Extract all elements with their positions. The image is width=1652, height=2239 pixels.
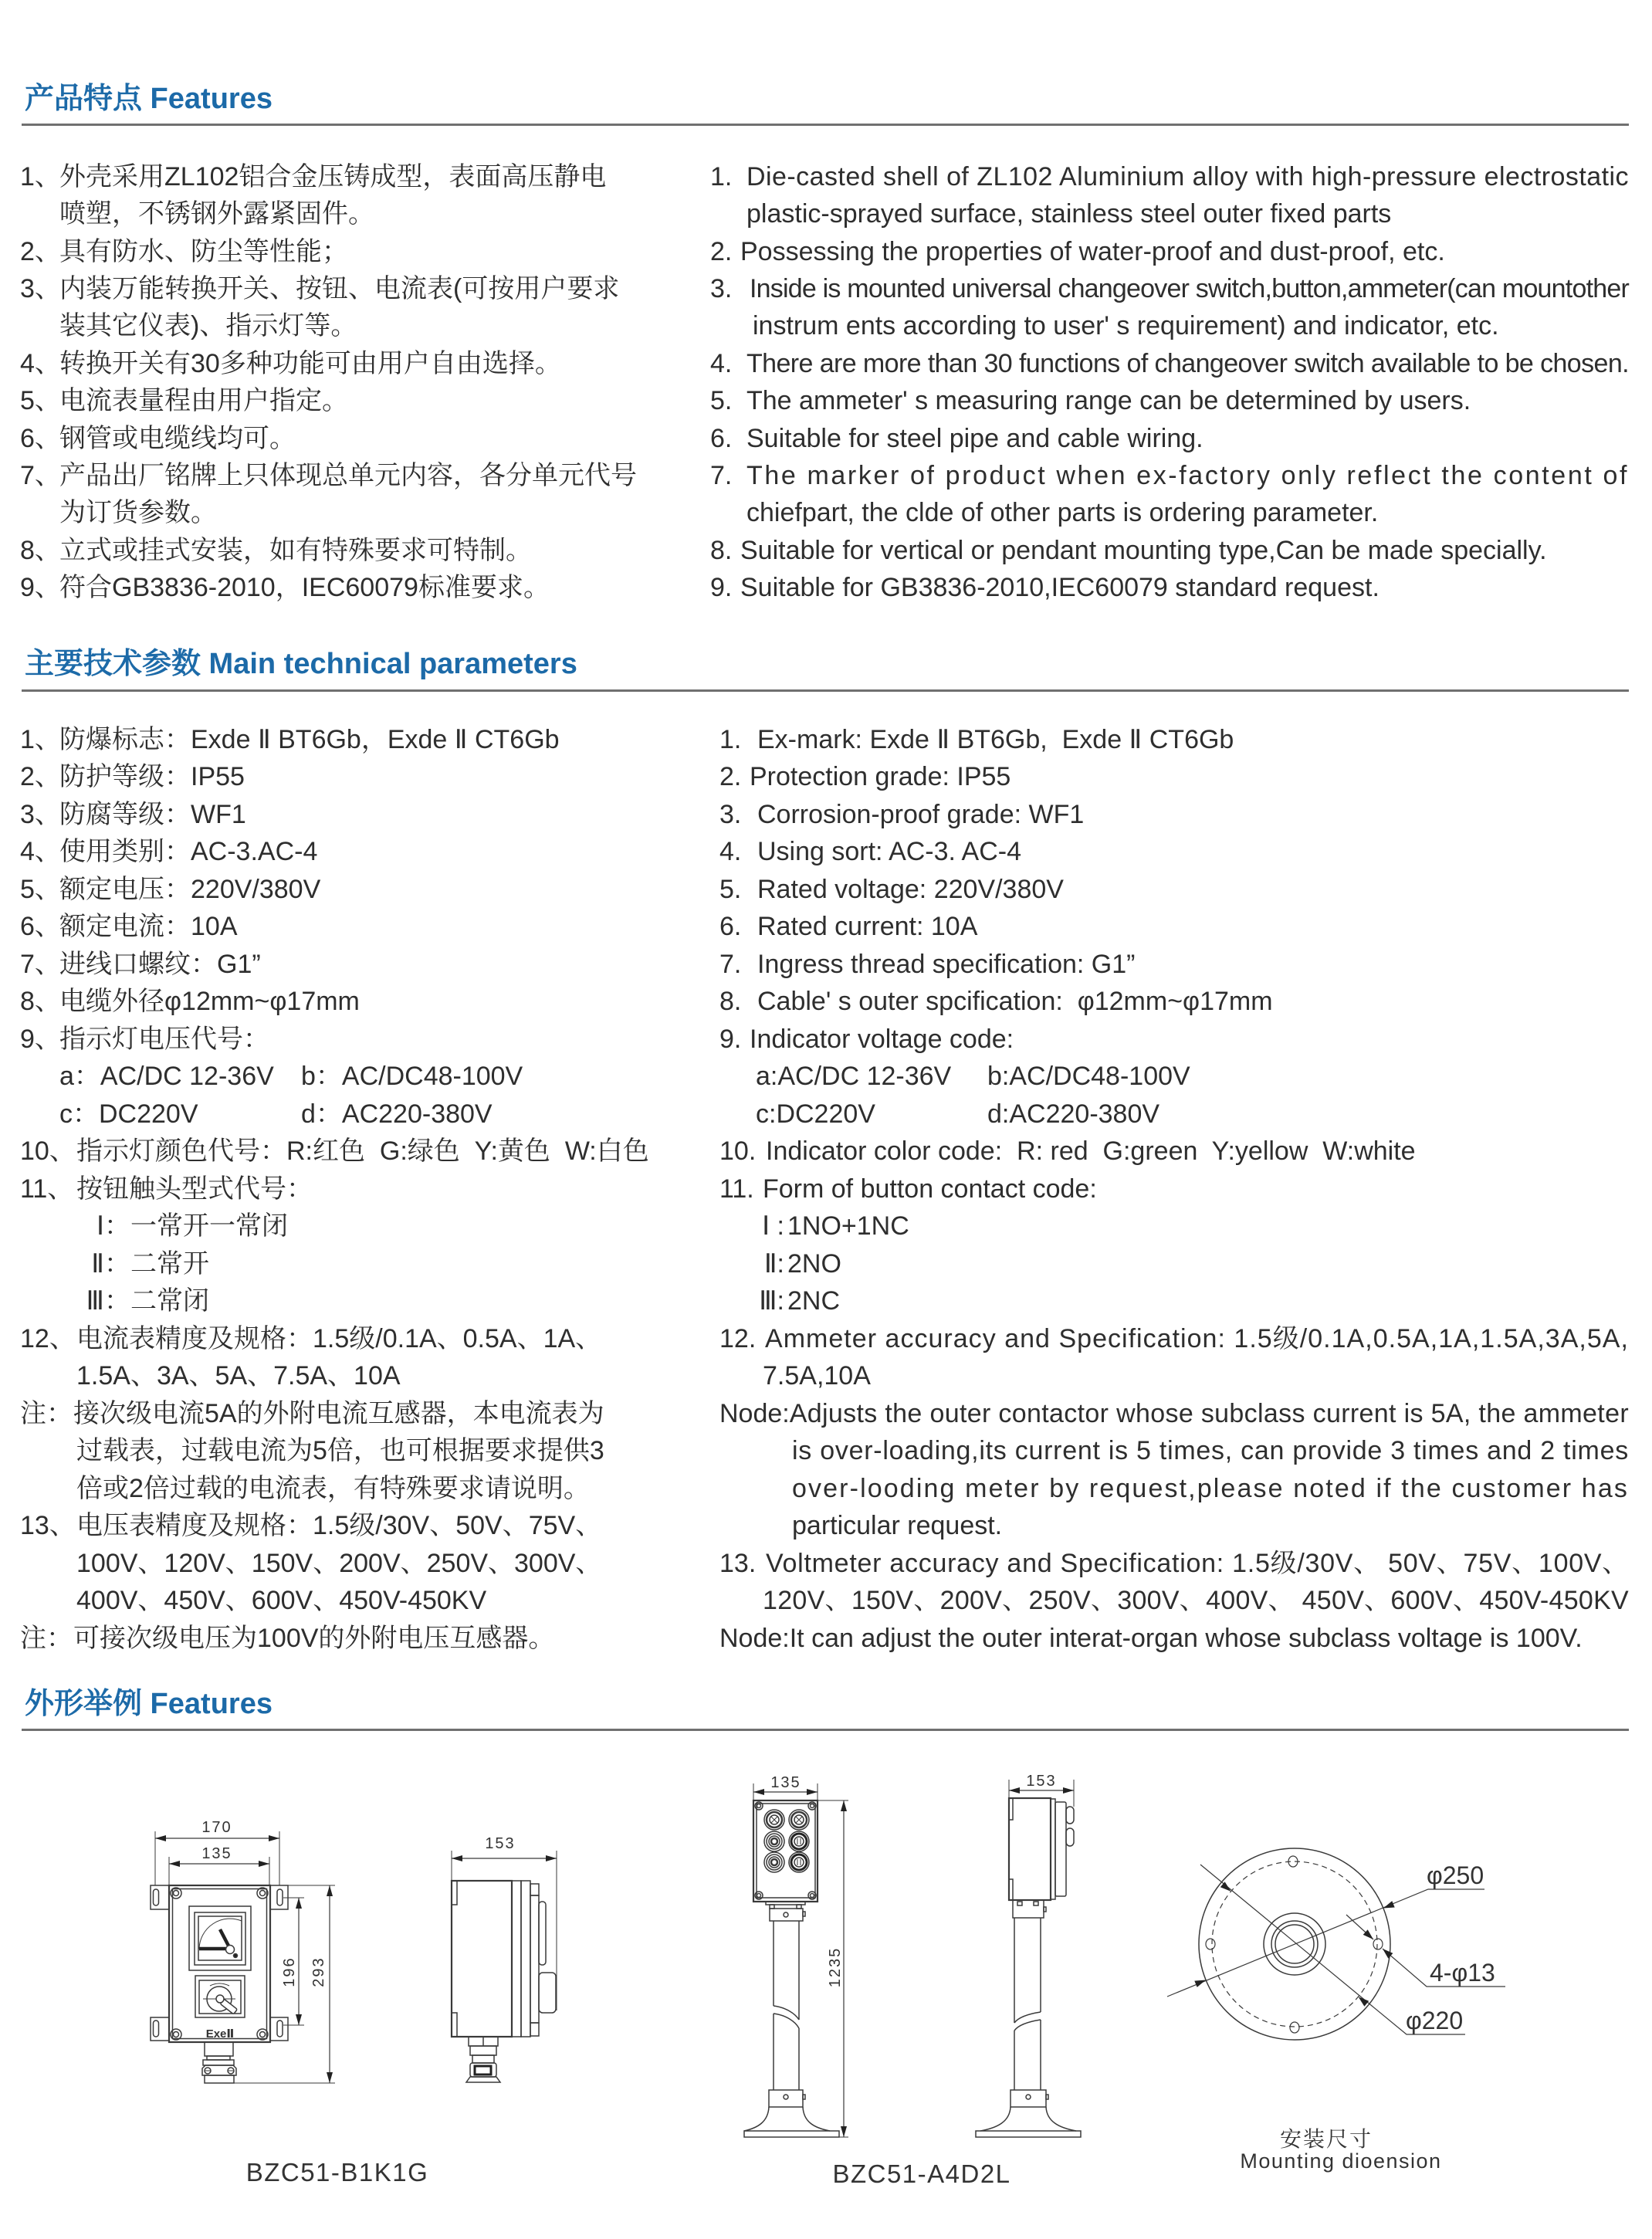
- item-text: Corrosion-proof grade: WF1: [757, 799, 1085, 829]
- item-text: 具有防水、防尘等性能；: [59, 236, 348, 266]
- item-number: 6、: [20, 423, 61, 453]
- contact-code-option: [20, 1245, 649, 1283]
- note-text: 倍或2倍过载的电流表，有特殊要求请说明。: [76, 1473, 590, 1503]
- item-number: 8.: [719, 987, 742, 1017]
- option-c: c:DC220V: [756, 1099, 875, 1129]
- dim-label-mount-spacing: 196: [281, 1956, 298, 1987]
- item-number: 2.: [719, 762, 742, 792]
- item-text: 1.5A、3A、5A、7.5A、10A: [76, 1361, 401, 1391]
- option-a: a:AC/DC 12-36V: [756, 1062, 952, 1092]
- param-zh-protection: [20, 758, 649, 796]
- model-caption: BZC51-B1K1G: [245, 2158, 429, 2186]
- model-caption: BZC51-A4D2L: [832, 2159, 1011, 2188]
- feature-en-item: [710, 233, 1629, 270]
- item-number: 12、: [20, 1323, 76, 1353]
- item-text: 转换开关有30多种功能可由用户自由选择。: [59, 348, 561, 378]
- item-text: 电流表量程由用户指定。: [59, 386, 348, 416]
- item-number: 5.: [719, 874, 742, 904]
- code-text: 一常开一常闭: [130, 1211, 288, 1241]
- push-button-icon: [764, 1831, 784, 1851]
- item-text: 喷塑，不锈钢外露紧固件。: [59, 199, 374, 229]
- item-text: 防护等级：IP55: [59, 762, 245, 792]
- option-c: c：DC220V: [59, 1099, 198, 1129]
- changeover-switch-icon: [195, 1976, 245, 2017]
- feature-zh-item: [20, 532, 637, 569]
- param-en-using-sort: [719, 833, 1629, 871]
- dim-label-pitch-diameter: φ220: [1406, 2007, 1464, 2034]
- param-en-cable-diameter: [719, 983, 1629, 1021]
- param-en-rated-current: [719, 908, 1629, 946]
- meter-protrusion: [539, 1902, 546, 1965]
- note-label: 注：: [20, 1623, 73, 1653]
- enclosure-body-side: [452, 1881, 512, 2037]
- dim-label-overall-height: 1235: [827, 1946, 844, 1988]
- indicator-voltage-options: [719, 1058, 1629, 1096]
- indicator-voltage-options: [719, 1096, 1629, 1133]
- item-text: 100V、120V、150V、200V、250V、300V、: [76, 1548, 602, 1578]
- section-title-features: 产品特点 Features: [25, 83, 273, 115]
- note-label: 注：: [20, 1398, 73, 1428]
- pole-mount-bracket: [766, 1902, 805, 1921]
- feature-en-item: [710, 532, 1629, 569]
- param-zh-ammeter-continued: [20, 1357, 649, 1395]
- section-divider: [22, 1729, 1629, 1731]
- item-number: 1、: [20, 724, 61, 754]
- cable-gland: [466, 2037, 500, 2082]
- item-number: 6.: [719, 912, 742, 942]
- feature-zh-item: [20, 158, 637, 195]
- item-number: 5.: [710, 386, 733, 416]
- feature-zh-item: [20, 270, 637, 307]
- item-text: The ammeter' s measuring range can be determined by users.: [746, 386, 1471, 416]
- note-text: particular request.: [792, 1511, 1003, 1541]
- section-title-outline-examples: 外形举例 Features: [25, 1688, 273, 1720]
- item-number: 9.: [710, 573, 733, 603]
- item-text: 按钮触头型式代号：: [76, 1174, 313, 1204]
- item-number: 3、: [20, 799, 61, 829]
- item-text: Rated voltage: 220V/380V: [757, 874, 1064, 904]
- param-en-ammeter-note-continued: [719, 1432, 1629, 1470]
- ammeter-icon: [189, 1906, 251, 1970]
- feature-en-item: [710, 382, 1629, 419]
- item-text: 外壳采用ZL102铝合金压铸成型，表面高压静电: [59, 161, 607, 191]
- item-text: Ex-mark: Exde Ⅱ BT6Gb, Exde Ⅱ CT6Gb: [757, 724, 1234, 754]
- drawing-labels: [201, 1773, 1495, 2188]
- item-number: 8.: [710, 535, 733, 565]
- item-text: Using sort: AC-3. AC-4: [757, 837, 1022, 867]
- param-en-rated-voltage: [719, 871, 1629, 909]
- item-number: 4、: [20, 348, 61, 378]
- code-label: Ⅲ:: [759, 1286, 784, 1316]
- item-text: 使用类别：AC-3.AC-4: [59, 837, 318, 867]
- feature-en-item: [710, 420, 1629, 457]
- item-text: 防爆标志：Exde Ⅱ BT6Gb，Exde Ⅱ CT6Gb: [59, 724, 560, 754]
- support-pole: [1014, 1918, 1041, 2090]
- feature-zh-item-continued: [20, 307, 637, 344]
- item-number: 9、: [20, 1024, 61, 1054]
- cable-gland: [202, 2042, 236, 2083]
- param-en-contact-code: [719, 1170, 1629, 1208]
- item-text: 内装万能转换开关、按钮、电流表(可按用户要求: [59, 273, 620, 303]
- button-protrusion: [1066, 1828, 1074, 1846]
- figure-bzc51-b1k1g-side-view: [452, 1851, 557, 2082]
- item-number: 8、: [20, 535, 61, 565]
- option-a: a：AC/DC 12-36V: [59, 1062, 274, 1092]
- item-text: Ingress thread specification: G1”: [757, 949, 1136, 979]
- indicator-voltage-options: [20, 1058, 649, 1096]
- feature-en-item: [710, 345, 1629, 382]
- feature-zh-item-continued: [20, 494, 637, 531]
- enclosure-body-side: [1009, 1798, 1051, 1900]
- item-text: 装其它仪表)、指示灯等。: [59, 311, 357, 341]
- indicator-lamp-icon: [764, 1810, 784, 1830]
- item-number: 6.: [710, 423, 733, 453]
- item-number: 5、: [20, 386, 61, 416]
- feature-en-item-continued: [710, 307, 1629, 344]
- item-number: 4.: [710, 348, 733, 378]
- param-en-ammeter: [719, 1320, 1629, 1358]
- item-text: The marker of product when ex-factory only reflect the content of: [746, 460, 1630, 490]
- item-text: Suitable for GB3836-2010,IEC60079 standard request.: [740, 573, 1379, 603]
- param-en-ammeter-continued: [719, 1357, 1629, 1395]
- code-label: Ⅱ:: [763, 1248, 784, 1279]
- item-text: Cable' s outer spcification: φ12mm~φ17mm: [757, 987, 1273, 1017]
- param-en-voltmeter-note: [719, 1620, 1629, 1658]
- note-text: Adjusts the outer contactor whose subclass current is 5A, the ammeter: [789, 1398, 1630, 1428]
- push-button-icon: [789, 1831, 809, 1851]
- item-number: 11.: [719, 1174, 754, 1204]
- param-en-ex-mark: [719, 721, 1629, 759]
- dim-label-overall-height: 293: [310, 1956, 327, 1987]
- item-number: 2、: [20, 236, 61, 266]
- item-text: 钢管或电缆线均可。: [59, 423, 296, 453]
- dim-label-mounting-holes: 4-φ13: [1430, 1959, 1495, 1987]
- item-text: Die-casted shell of ZL102 Aluminium alloy with high-pressure electrostatic: [746, 161, 1629, 191]
- param-en-protection: [719, 758, 1629, 796]
- indicator-voltage-options: [20, 1096, 649, 1133]
- item-number: 10、: [20, 1136, 76, 1167]
- feature-en-item: [710, 457, 1629, 494]
- feature-zh-item: [20, 345, 637, 382]
- feature-en-item: [710, 158, 1629, 195]
- param-zh-voltmeter: [20, 1507, 649, 1545]
- item-text: Rated current: 10A: [757, 912, 978, 942]
- outline-drawings: [0, 1737, 1652, 2239]
- nameplate-label: ExeⅡ: [205, 2027, 235, 2041]
- note-text: It can adjust the outer interat-organ whose subclass voltage is 100V.: [789, 1623, 1583, 1653]
- lamp-protrusion: [1066, 1807, 1074, 1824]
- item-number: 7.: [710, 460, 733, 490]
- item-number: 1.: [719, 724, 742, 754]
- parameters-list-chinese: [20, 721, 649, 1658]
- item-number: 8、: [20, 987, 61, 1017]
- item-text: 电流表精度及规格：1.5级/0.1A、0.5A、1A、: [76, 1323, 602, 1353]
- code-text: 二常闭: [130, 1286, 209, 1316]
- item-number: 7、: [20, 949, 61, 979]
- item-number: 4、: [20, 837, 61, 867]
- pole-base: [744, 2090, 839, 2137]
- figure-bzc51-a4d2l-side-view: [976, 1780, 1081, 2137]
- code-label: Ⅲ：: [86, 1286, 130, 1316]
- feature-en-item: [710, 270, 1629, 307]
- dim-label-body-width: 135: [201, 1845, 232, 1862]
- push-button-icon: [789, 1852, 809, 1872]
- item-text: 进线口螺纹：G1”: [59, 949, 261, 979]
- item-text: Inside is mounted universal changeover switch,button,ammeter(can mountother: [750, 273, 1630, 303]
- item-number: 9、: [20, 573, 61, 603]
- section-divider: [22, 689, 1629, 692]
- item-number: 3.: [719, 799, 742, 829]
- item-number: 2.: [710, 236, 733, 266]
- note-text: 接次级电流5A的外附电流互感器，本电流表为: [73, 1398, 604, 1428]
- note-label: Node:: [719, 1623, 790, 1653]
- item-text: 立式或挂式安装，如有特殊要求可特制。: [59, 535, 532, 565]
- contact-code-option: [719, 1282, 1629, 1320]
- item-number: 4.: [719, 837, 742, 867]
- item-text: 电压表精度及规格：1.5级/30V、50V、75V、: [76, 1511, 602, 1541]
- param-zh-using-sort: [20, 833, 649, 871]
- item-text: chiefpart, the clde of other parts is ordering parameter.: [746, 498, 1379, 528]
- note-text: is over-loading,its current is 5 times, can provide 3 times and 2 times: [792, 1436, 1629, 1466]
- item-text: instrum ents according to user' s requirement) and indicator, etc.: [753, 311, 1499, 341]
- item-text: Suitable for vertical or pendant mounting type,Can be made specially.: [740, 535, 1547, 565]
- code-text: 2NC: [787, 1286, 841, 1316]
- item-text: Ammeter accuracy and Specification: 1.5级/0.1A,0.5A,1A,1.5A,3A,5A,: [765, 1323, 1629, 1353]
- dim-label-depth: 153: [1026, 1773, 1057, 1790]
- item-text: 额定电压：220V/380V: [59, 874, 321, 904]
- dim-label-outer-diameter: φ250: [1427, 1861, 1484, 1889]
- option-d: d:AC220-380V: [987, 1099, 1160, 1129]
- code-label: Ⅰ：: [96, 1211, 130, 1241]
- param-en-voltmeter: [719, 1545, 1629, 1583]
- mounting-caption-zh: 安装尺寸: [1279, 2127, 1373, 2151]
- param-zh-voltmeter-continued: [20, 1582, 649, 1620]
- support-pole: [774, 1921, 799, 2090]
- param-en-voltmeter-continued: [719, 1582, 1629, 1620]
- push-button-icon: [764, 1852, 784, 1872]
- pole-mount-bracket: [1013, 1900, 1046, 1918]
- feature-en-item-continued: [710, 195, 1629, 232]
- item-text: Protection grade: IP55: [750, 762, 1011, 792]
- feature-zh-item: [20, 382, 637, 419]
- feature-zh-item: [20, 420, 637, 457]
- feature-zh-item: [20, 233, 637, 270]
- feature-zh-item: [20, 569, 637, 606]
- code-text: 1NO+1NC: [787, 1211, 909, 1241]
- param-zh-ammeter-note-continued: [20, 1470, 649, 1508]
- param-zh-rated-voltage: [20, 871, 649, 909]
- feature-zh-item-continued: [20, 195, 637, 232]
- section-title-technical-parameters: 主要技术参数 Main technical parameters: [25, 648, 577, 680]
- contact-code-option: [719, 1245, 1629, 1283]
- item-text: Voltmeter accuracy and Specification: 1.5级/30V、 50V、75V、100V、: [766, 1548, 1629, 1578]
- param-zh-corrosion: [20, 796, 649, 834]
- code-label: Ⅰ :: [762, 1211, 784, 1241]
- features-list-english: [710, 158, 1629, 607]
- param-en-ammeter-note: [719, 1395, 1629, 1433]
- param-zh-ex-mark: [20, 721, 649, 759]
- option-b: b：AC/DC48-100V: [301, 1062, 523, 1092]
- param-zh-ammeter: [20, 1320, 649, 1358]
- section-divider: [22, 124, 1629, 126]
- item-text: Possessing the properties of water-proof and dust-proof, etc.: [740, 236, 1445, 266]
- item-text: 电缆外径φ12mm~φ17mm: [59, 987, 360, 1017]
- param-zh-ammeter-note: [20, 1395, 649, 1433]
- enclosure-cover: [173, 1889, 267, 2039]
- item-text: plastic-sprayed surface, stainless steel outer fixed parts: [746, 199, 1392, 229]
- switch-knob-protrusion: [539, 1973, 556, 2013]
- param-zh-rated-current: [20, 908, 649, 946]
- item-text: 符合GB3836-2010，IEC60079标准要求。: [59, 573, 550, 603]
- code-text: 二常开: [130, 1248, 209, 1279]
- item-number: 3.: [710, 273, 733, 303]
- option-b: b:AC/DC48-100V: [987, 1062, 1190, 1092]
- feature-en-item: [710, 569, 1629, 606]
- param-zh-contact-code: [20, 1170, 649, 1208]
- indicator-lamp-icon: [789, 1810, 809, 1830]
- note-text: over-looding meter by request,please noted if the customer has: [792, 1473, 1629, 1503]
- param-en-indicator-color: [719, 1133, 1629, 1170]
- item-text: 指示灯颜色代号：R:红色 G:绿色 Y:黄色 W:白色: [76, 1136, 649, 1167]
- feature-en-item-continued: [710, 494, 1629, 531]
- item-number: 13、: [20, 1511, 76, 1541]
- dim-label-overall-width: 170: [201, 1819, 232, 1836]
- contact-code-option: [20, 1208, 649, 1245]
- item-number: 11、: [20, 1174, 74, 1204]
- param-en-ammeter-note-continued: [719, 1470, 1629, 1508]
- dim-label-depth: 153: [485, 1835, 516, 1852]
- item-number: 2、: [20, 762, 61, 792]
- enclosure-body: [169, 1885, 270, 2042]
- item-text: 400V、450V、600V、450V-450KV: [76, 1586, 487, 1616]
- note-label: Node:: [719, 1398, 790, 1428]
- param-zh-cable-diameter: [20, 983, 649, 1021]
- parameters-list-english: [719, 721, 1629, 1658]
- item-number: 6、: [20, 912, 61, 942]
- contact-code-option: [20, 1282, 649, 1320]
- features-list-chinese: [20, 158, 637, 607]
- item-text: 120V、150V、200V、250V、300V、400V、 450V、600V、450V-450KV: [763, 1586, 1630, 1616]
- item-text: Indicator voltage code:: [750, 1024, 1014, 1054]
- param-en-indicator-voltage: [719, 1021, 1629, 1059]
- param-en-corrosion: [719, 796, 1629, 834]
- param-en-ammeter-note-continued: [719, 1507, 1629, 1545]
- item-number: 1、: [20, 161, 61, 191]
- item-number: 3、: [20, 273, 61, 303]
- item-number: 9.: [719, 1024, 742, 1054]
- param-zh-indicator-color: [20, 1133, 649, 1170]
- item-number: 13.: [719, 1548, 757, 1578]
- param-zh-voltmeter-note: [20, 1620, 649, 1658]
- item-text: 7.5A,10A: [763, 1361, 871, 1391]
- item-number: 1.: [710, 161, 733, 191]
- item-text: 额定电流：10A: [59, 912, 238, 942]
- item-number: 7.: [719, 949, 742, 979]
- dim-label-body-width: 135: [770, 1774, 801, 1791]
- note-text: 过载表，过载电流为5倍，也可根据要求提供3: [76, 1436, 604, 1466]
- item-text: 防腐等级：WF1: [59, 799, 246, 829]
- code-text: 2NO: [787, 1248, 841, 1279]
- item-number: 12.: [719, 1323, 757, 1353]
- item-number: 7、: [20, 460, 61, 490]
- param-en-thread: [719, 946, 1629, 984]
- item-number: 5、: [20, 874, 61, 904]
- item-text: 产品出厂铭牌上只体现总单元内容，各分单元代号: [59, 460, 637, 490]
- figure-bzc51-b1k1g-front-view: [151, 1831, 335, 2083]
- code-label: Ⅱ：: [91, 1248, 130, 1279]
- item-text: Indicator color code: R: red G:green Y:yellow W:white: [766, 1136, 1416, 1167]
- note-text: 可接次级电压为100V的外附电压互感器。: [73, 1623, 555, 1653]
- item-text: Form of button contact code:: [763, 1174, 1097, 1204]
- mounting-caption-en: Mounting dioension: [1240, 2149, 1442, 2173]
- item-text: 为订货参数。: [59, 498, 217, 528]
- feature-zh-item: [20, 457, 637, 494]
- item-text: There are more than 30 functions of changeover switch available to be chosen.: [746, 348, 1630, 378]
- item-text: 指示灯电压代号：: [59, 1024, 269, 1054]
- item-text: Suitable for steel pipe and cable wiring.: [746, 423, 1203, 453]
- param-zh-ammeter-note-continued: [20, 1432, 649, 1470]
- param-zh-voltmeter-continued: [20, 1545, 649, 1583]
- option-d: d：AC220-380V: [301, 1099, 493, 1129]
- contact-code-option: [719, 1208, 1629, 1245]
- pole-base: [976, 2090, 1081, 2137]
- param-zh-indicator-voltage: [20, 1021, 649, 1059]
- cover-side: [512, 1881, 521, 2037]
- item-number: 10.: [719, 1136, 757, 1167]
- extension-lines: [452, 1851, 557, 2010]
- param-zh-thread: [20, 946, 649, 984]
